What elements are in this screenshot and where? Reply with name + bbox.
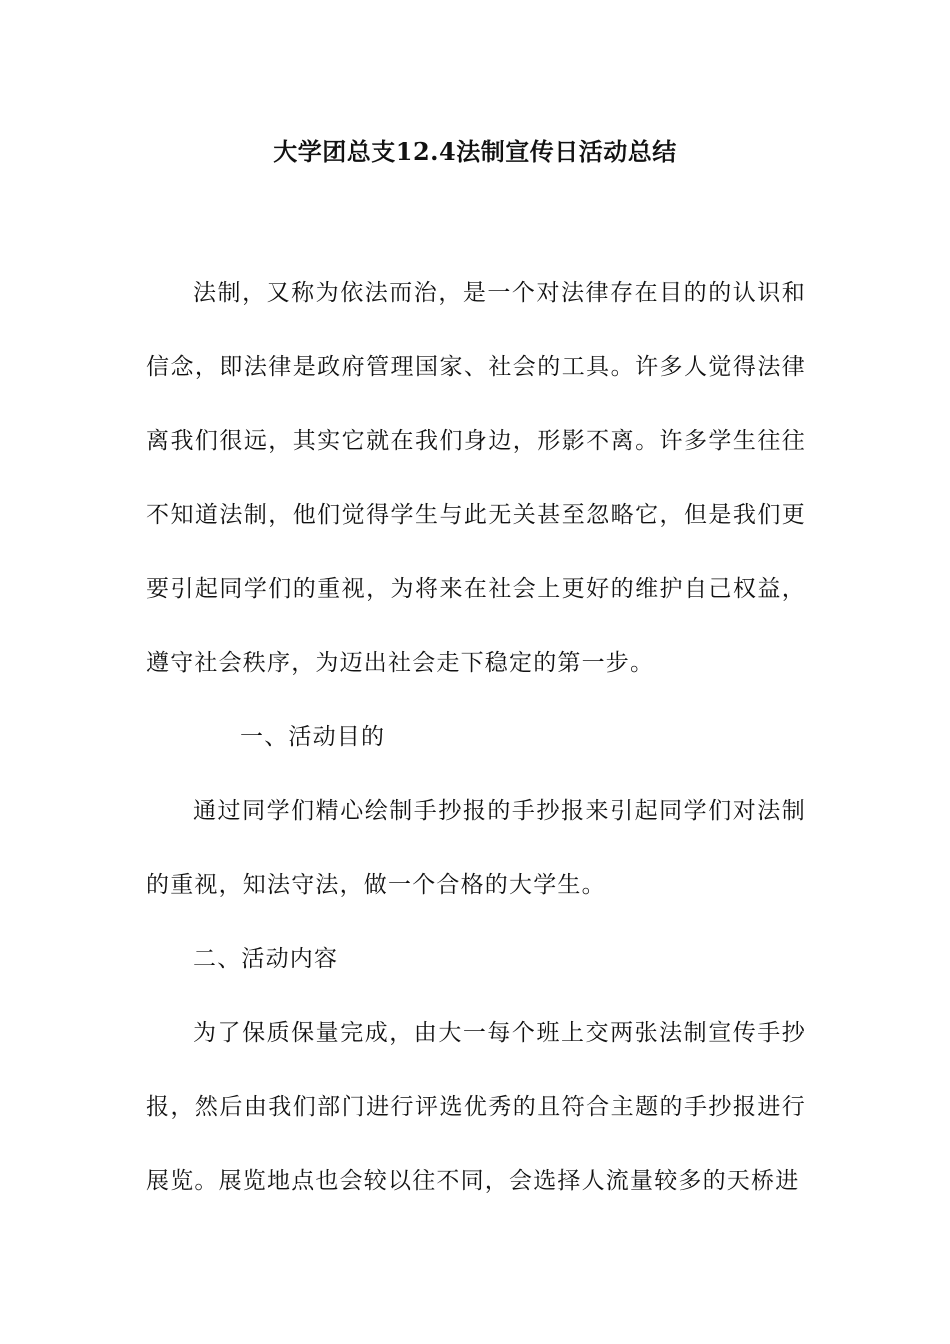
section-heading-purpose [146,700,806,774]
section-paragraph-purpose: 通过同学们精心绘制手抄报的手抄报来引起同学们对法制的重视，知法守法，做一个合格的大学生。 [146,798,806,898]
section-paragraph-content: 为了保质保量完成，由大一每个班上交两张法制宣传手抄报，然后由我们部门进行评选优秀的且符合主题的手抄报进行展览。展览地点也会较以往不同，会选择人流量较多的天桥进 [146,1020,806,1194]
section-heading-content: 二、活动内容 [193,946,339,972]
section-number: 一、 [240,724,289,750]
section-heading-text: 活动目的 [288,724,386,750]
document-title: 大学团总支12.4法制宣传日活动总结 [273,137,677,166]
document-body [146,256,806,1218]
intro-paragraph: 法制，又称为依法而治，是一个对法律存在目的的认识和信念，即法律是政府管理国家、社会的工具。许多人觉得法律离我们很远，其实它就在我们身边，形影不离。许多学生往往不知道法制，他们觉得学生与此无关甚至忽略它，但是我们更要引起同学们的重视，为将来在社会上更好的维护自己权益，遵守社会秩序，为迈出社会走下稳定的第一步。 [146,280,806,676]
